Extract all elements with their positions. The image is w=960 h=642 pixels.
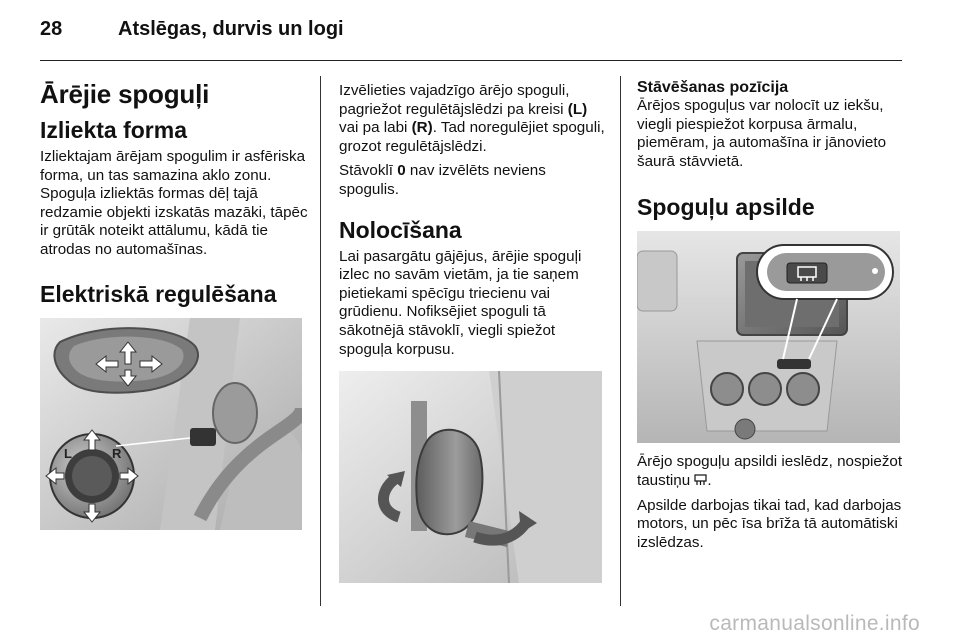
running-title: Atslēgas, durvis un logi [118,18,344,40]
section-title-mirrors: Ārējie spoguļi [40,79,210,109]
mirror-folding-illustration [339,371,602,583]
figure-electric-adjustment [40,318,302,530]
switch-label-right: R [112,445,122,461]
column-divider-1 [320,76,321,606]
paragraph-heating-on: Ārējo spoguļu apsildi ieslēdz, nospiežot taustiņu . [637,453,903,489]
figure-folding [339,371,602,583]
paragraph-heating-auto-off: Apsilde darbojas tikai tad, kad darbojas motors, un pēc īsa brīža tā automātiski izslēdzas. [637,496,902,551]
paragraph-parking: Ārējos spoguļus var nolocīt uz iekšu, viegli piespiežot korpusa ārmalu, piemēram, ja automašīna ir jānovieto šaurā stāvvietā. [637,97,887,170]
subsection-title-electric: Elektriskā regulēšana [40,280,277,307]
paragraph-select-mirror: Izvēlieties vajadzīgo ārējo spoguli, pagriežot regulētājslēdzi pa kreisi (L) vai pa labi (R). Tad noregulējiet spoguli, grozot regulētājslēdzi. [339,82,605,155]
column-divider-2 [620,76,621,606]
subsection-title-heating: Spoguļu apsilde [637,194,815,221]
figure-mirror-heating [637,231,900,443]
column-1 [40,70,308,530]
switch-label-left: L [64,445,72,461]
paragraph-position-zero: Stāvoklī 0 nav izvēlēts neviens spogulis. [339,162,546,198]
subsection-title-folding: Nolocīšana [339,216,462,243]
page-number: 28 [40,18,63,40]
subsection-title-convex: Izliekta forma [40,117,187,143]
paragraph-folding: Lai pasargātu gājējus, ārējie spoguļi izlec no savām vietām, ja tie saņem pietiekami spēcīgu triecienu vai grūdienu. Nofiksējiet spoguli tā sākotnējā stāvoklī, viegli spiežot spoguļa korpusu. [339,247,582,358]
subsection-title-parking: Stāvēšanas pozīcija [637,79,789,96]
mirror-switch-illustration [40,318,302,530]
column-3 [637,70,905,558]
column-2 [339,70,607,583]
heated-mirror-icon [694,474,707,486]
paragraph-convex: Izliektajam ārējam spogulim ir asfēriska forma, un tas samazina aklo zonu. Spoguļa izliektās formas dēļ tajā redzamie objekti izskatās mazāki, tāpēc ir grūtāk noteikt attālumu, kādā tie atrodas no automašīnas. [40,148,308,258]
dashboard-heating-illustration [637,231,900,443]
watermark: carmanualsonline.info [709,612,920,635]
header-rule [40,60,902,61]
